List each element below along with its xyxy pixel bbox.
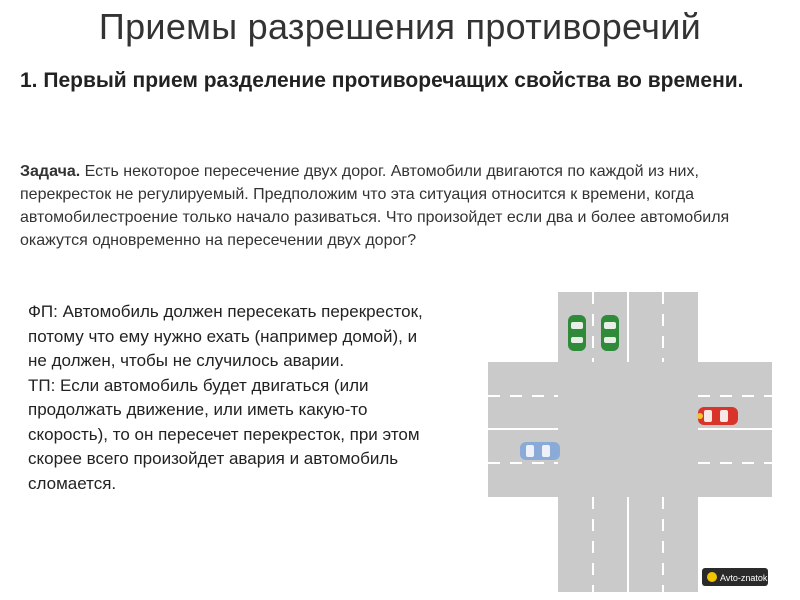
answers-block [28,300,428,496]
slide-subtitle: 1. Первый прием разделение противоречащих свойства во времени. [20,69,744,92]
task-paragraph [20,160,790,252]
slide-title: Приемы разрешения противоречий [98,6,702,47]
task-text: Есть некоторое пересечение двух дорог. Автомобили двигаются по каждой из них, перекресток не регулируемый. Предположим что эта ситуация относится к времени, когда автомобилестроение только начало разиваться. Что произойдет если два и более автомобиля окажутся одновременно на пересечении двух дорог? [20,163,730,249]
intersection-illustration [488,292,772,592]
red-car-icon [697,407,738,425]
green-car-2-icon [601,315,619,351]
green-car-icon [568,315,586,351]
watermark-badge [702,568,768,586]
tp-text: ТП: Если автомобиль будет двигаться (или продолжать движение, или иметь какую-то скорость), то он пересечет перекресток, при этом скорее всего произойдет авария и автомобиль сломается. [28,375,420,493]
fp-text: ФП: Автомобиль должен пересекать перекресток, потому что ему нужно ехать (например домой), и не должен, чтобы не случилось аварии. [28,302,423,370]
watermark-logo-icon [707,572,717,582]
watermark-text: Avto-znatok [720,573,768,583]
task-label: Задача. [20,163,81,180]
blue-car-icon [520,442,560,460]
intersection-svg [488,292,772,592]
